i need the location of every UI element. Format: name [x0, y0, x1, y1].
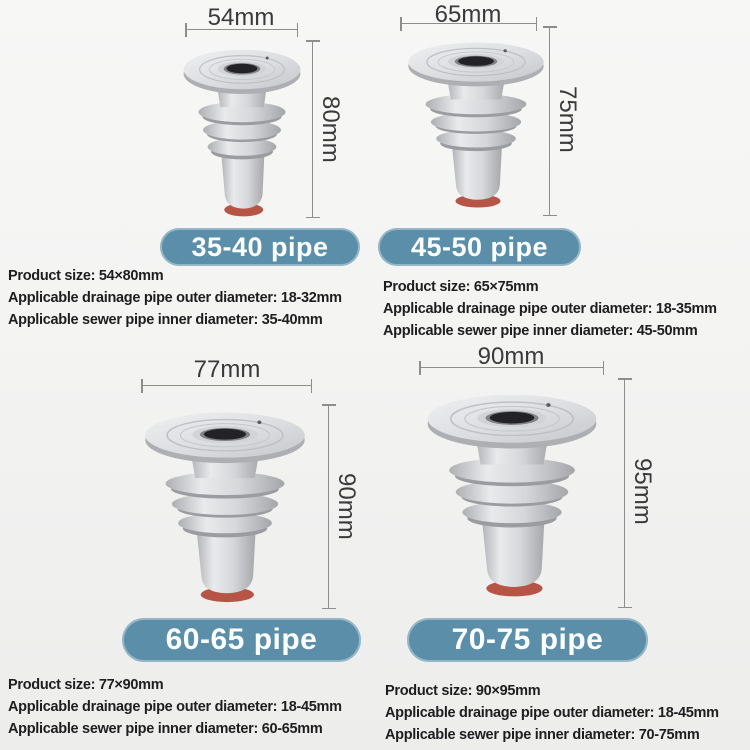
spec-product-size: Product size: 65×75mm [383, 279, 539, 295]
product-image [403, 27, 549, 217]
height-dimension-line [312, 40, 313, 218]
spec-text-block [385, 680, 750, 746]
height-dimension-line [624, 378, 625, 608]
width-dimension-line [419, 367, 604, 368]
pipe-size-badge: 60-65 pipe [122, 618, 361, 662]
spec-drainage-diameter: Applicable drainage pipe outer diameter: 18-35mm [383, 301, 717, 317]
spec-drainage-diameter: Applicable drainage pipe outer diameter: 18-45mm [385, 705, 719, 721]
spec-text-block [8, 265, 378, 331]
pipe-size-badge: 35-40 pipe [160, 228, 360, 266]
spec-sewer-diameter: Applicable sewer pipe inner diameter: 70-75mm [385, 727, 700, 743]
height-dimension-label: 95mm [629, 458, 656, 525]
spec-text-block [383, 276, 749, 342]
spec-product-size: Product size: 77×90mm [8, 677, 164, 693]
pipe-size-badge: 70-75 pipe [407, 618, 648, 662]
spec-drainage-diameter: Applicable drainage pipe outer diameter: 18-32mm [8, 290, 342, 306]
height-dimension-label: 80mm [317, 96, 344, 163]
product-card-35-40 [0, 0, 375, 340]
height-dimension-label: 90mm [333, 473, 360, 540]
spec-product-size: Product size: 90×95mm [385, 683, 541, 699]
product-image [139, 395, 311, 613]
product-card-45-50 [375, 0, 750, 340]
height-dimension-line [328, 404, 329, 609]
product-image [179, 34, 305, 226]
width-dimension-label: 77mm [193, 356, 261, 383]
width-dimension-line [141, 385, 312, 386]
width-dimension-label: 65mm [434, 1, 502, 28]
product-card-70-75 [375, 340, 750, 750]
height-dimension-label: 75mm [554, 86, 581, 153]
spec-text-block [8, 674, 378, 740]
width-dimension-line [400, 23, 537, 24]
width-dimension-line [185, 29, 298, 30]
product-card-60-65 [0, 340, 375, 750]
spec-sewer-diameter: Applicable sewer pipe inner diameter: 45-50mm [383, 323, 698, 339]
spec-drainage-diameter: Applicable drainage pipe outer diameter: 18-45mm [8, 699, 342, 715]
product-image [421, 376, 603, 608]
spec-sewer-diameter: Applicable sewer pipe inner diameter: 60-65mm [8, 721, 323, 737]
width-dimension-label: 54mm [207, 4, 275, 31]
pipe-size-badge: 45-50 pipe [378, 228, 581, 266]
height-dimension-line [549, 26, 550, 216]
spec-product-size: Product size: 54×80mm [8, 268, 164, 284]
width-dimension-label: 90mm [477, 343, 545, 370]
spec-sewer-diameter: Applicable sewer pipe inner diameter: 35-40mm [8, 312, 323, 328]
